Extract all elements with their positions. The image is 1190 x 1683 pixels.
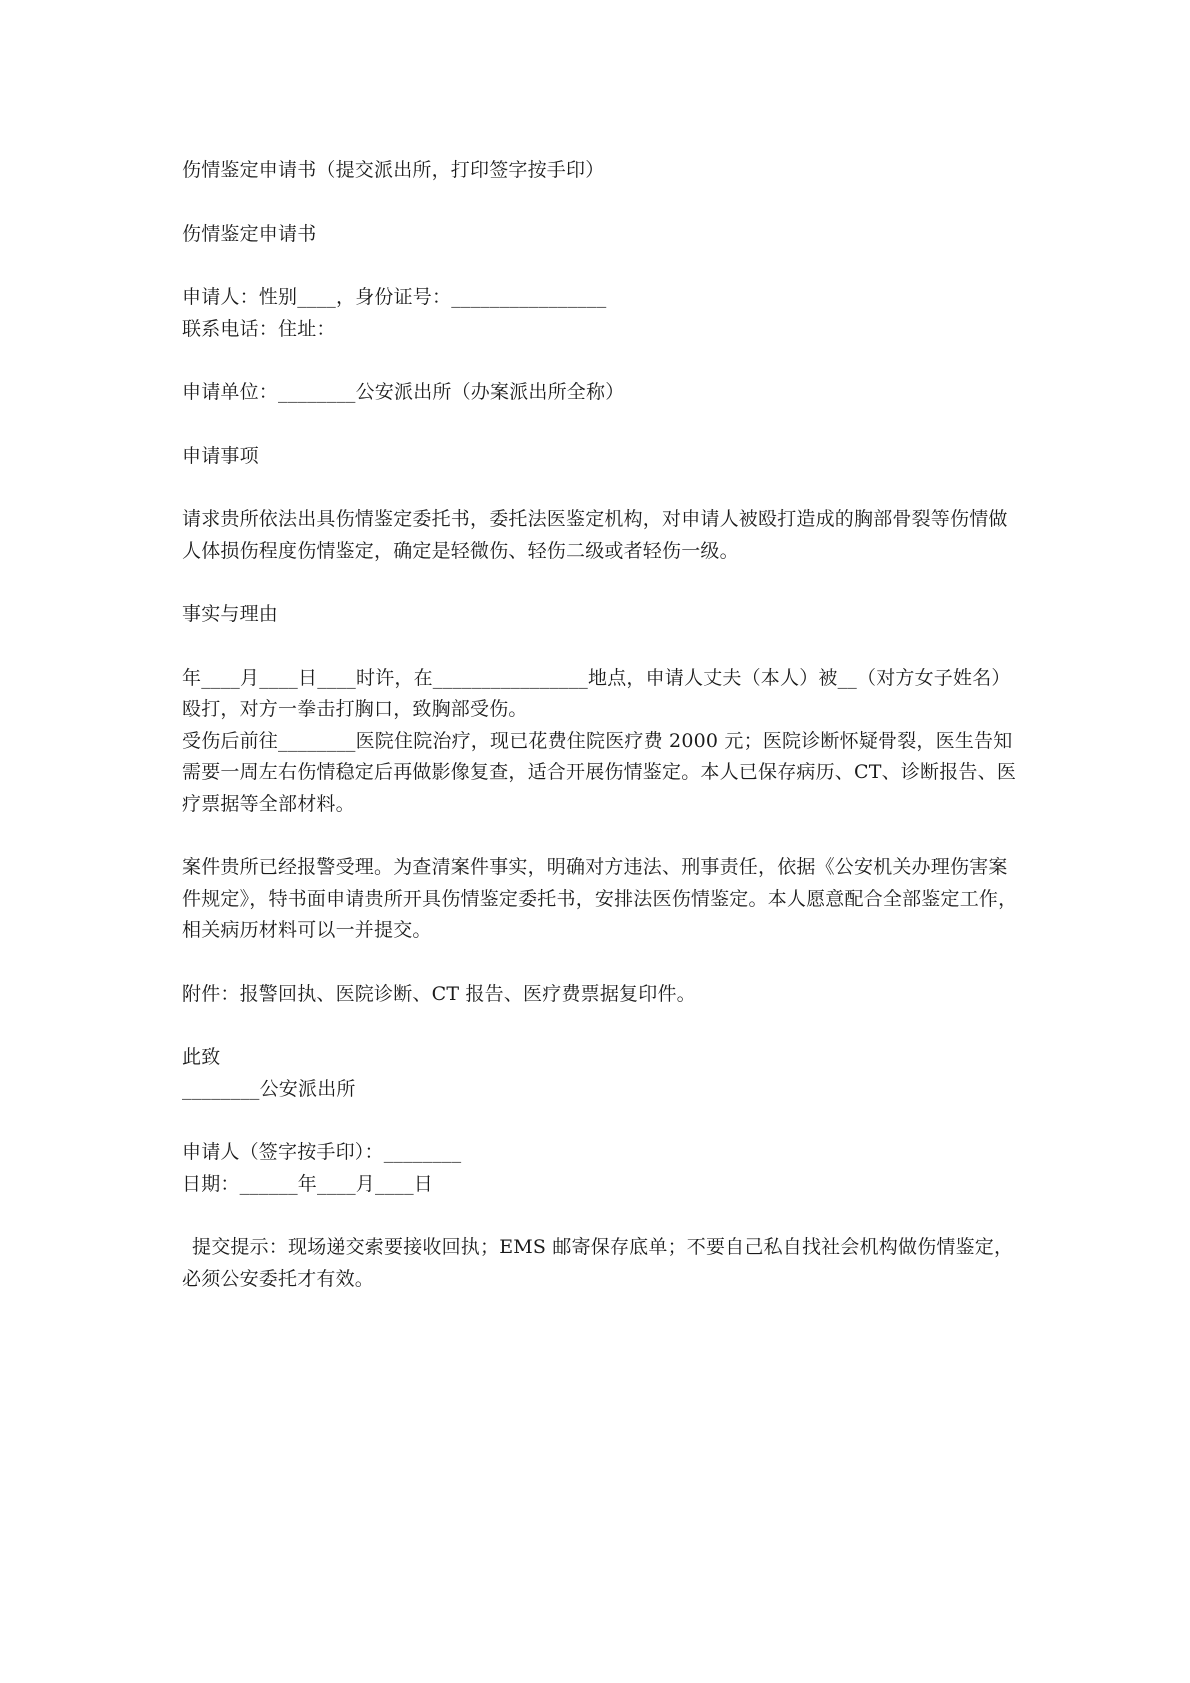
facts-paragraph-1: 年____月____日____时许，在________________地点，申请人丈夫（本人）被__（对方女子姓名）殴打，对方一拳击打胸口，致胸部受伤。 bbox=[182, 666, 1011, 720]
applying-unit-line: 申请单位：________公安派出所（办案派出所全称） bbox=[182, 381, 625, 403]
attachments-line: 附件：报警回执、医院诊断、CT 报告、医疗费票据复印件。 bbox=[182, 982, 696, 1005]
submission-tip: 提交提示：现场递交索要接收回执；EMS 邮寄保存底单；不要自己私自找社会机构做伤情鉴定，必须公安委托才有效。 bbox=[182, 1236, 1014, 1290]
signature-line: 申请人（签字按手印）：________ bbox=[182, 1141, 462, 1163]
document-page bbox=[182, 155, 1022, 1327]
recipient-line: ________公安派出所 bbox=[182, 1077, 356, 1100]
request-heading: 申请事项 bbox=[182, 444, 259, 467]
facts-heading: 事实与理由 bbox=[182, 603, 279, 625]
salutation: 此致 bbox=[182, 1046, 221, 1068]
facts-paragraph-3: 案件贵所已经报警受理。为查清案件事实，明确对方违法、刑事责任，依据《公安机关办理伤害案件规定》，特书面申请贵所开具伤情鉴定委托书，安排法医伤情鉴定。本人愿意配合全部鉴定工作，相关病历材料可以一并提交。 bbox=[182, 856, 1018, 941]
document-heading: 伤情鉴定申请书（提交派出所，打印签字按手印） bbox=[182, 159, 605, 181]
request-body: 请求贵所依法出具伤情鉴定委托书，委托法医鉴定机构，对申请人被殴打造成的胸部骨裂等伤情做人体损伤程度伤情鉴定，确定是轻微伤、轻伤二级或者轻伤一级。 bbox=[182, 508, 1008, 562]
document-title: 伤情鉴定申请书 bbox=[182, 222, 317, 245]
applicant-line: 申请人：性别____，身份证号：________________ bbox=[182, 286, 607, 308]
date-line: 日期：______年____月____日 bbox=[182, 1172, 434, 1195]
facts-paragraph-2: 受伤后前往________医院住院治疗，现已花费住院医疗费 2000 元；医院诊断怀疑骨裂，医生告知需要一周左右伤情稳定后再做影像复查，适合开展伤情鉴定。本人已保存病历、CT、诊断报告、医疗票据等全部材料。 bbox=[182, 729, 1017, 815]
contact-line: 联系电话：住址： bbox=[182, 317, 336, 340]
